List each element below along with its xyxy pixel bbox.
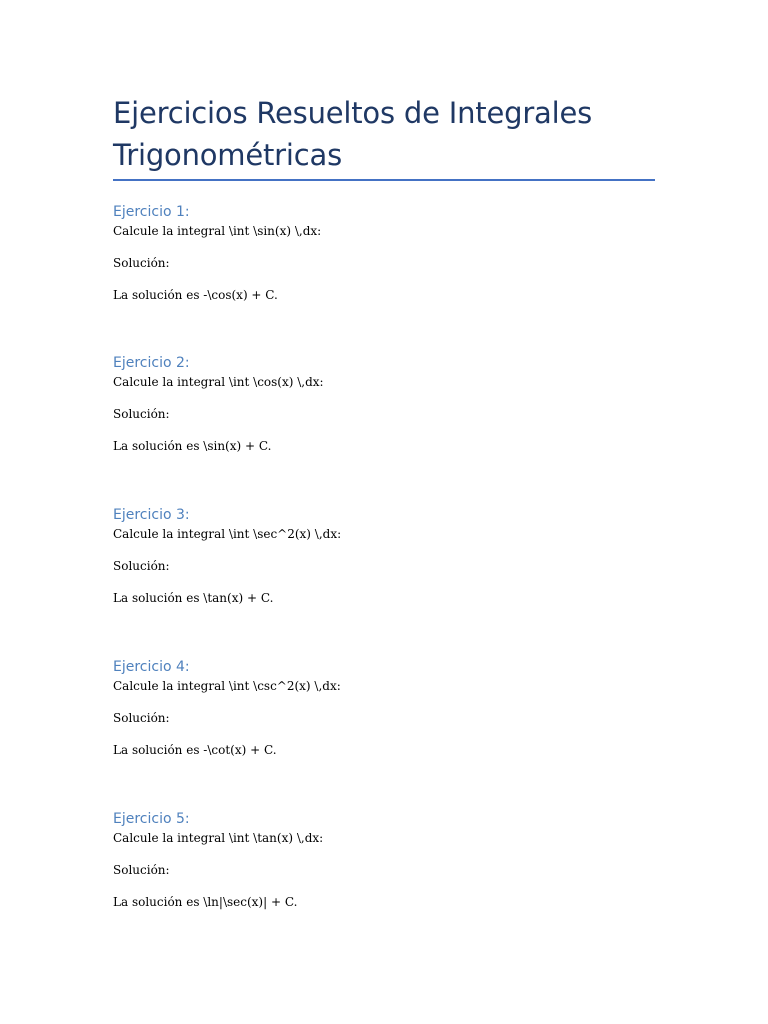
exercise-4 bbox=[113, 658, 655, 758]
exercise-2 bbox=[113, 354, 655, 454]
exercise-heading: Ejercicio 2: bbox=[113, 355, 190, 371]
exercise-5 bbox=[113, 810, 655, 910]
exercise-heading: Ejercicio 5: bbox=[113, 811, 190, 827]
exercise-answer: La solución es \sin(x) + C. bbox=[113, 439, 272, 453]
document-title-line-2: Trigonométricas bbox=[113, 138, 342, 172]
exercise-answer: La solución es \tan(x) + C. bbox=[113, 591, 274, 605]
exercise-solution-label: Solución: bbox=[113, 711, 170, 725]
exercise-question: Calcule la integral \int \sec^2(x) \,dx: bbox=[113, 527, 342, 541]
exercise-solution-label: Solución: bbox=[113, 559, 170, 573]
exercise-3 bbox=[113, 506, 655, 606]
exercise-heading: Ejercicio 4: bbox=[113, 659, 190, 675]
exercise-solution-label: Solución: bbox=[113, 256, 170, 270]
exercise-heading: Ejercicio 1: bbox=[113, 204, 190, 220]
exercise-answer: La solución es -\cos(x) + C. bbox=[113, 288, 278, 302]
exercise-solution-label: Solución: bbox=[113, 863, 170, 877]
exercise-answer: La solución es -\cot(x) + C. bbox=[113, 743, 277, 757]
exercise-answer: La solución es \ln|\sec(x)| + C. bbox=[113, 895, 298, 909]
exercise-question: Calcule la integral \int \csc^2(x) \,dx: bbox=[113, 679, 341, 693]
document-title bbox=[113, 92, 655, 176]
document-page bbox=[113, 92, 655, 181]
exercise-question: Calcule la integral \int \sin(x) \,dx: bbox=[113, 224, 322, 238]
title-underline bbox=[113, 179, 655, 181]
exercise-solution-label: Solución: bbox=[113, 407, 170, 421]
exercise-question: Calcule la integral \int \tan(x) \,dx: bbox=[113, 831, 324, 845]
exercise-1 bbox=[113, 203, 655, 303]
document-title-line-1: Ejercicios Resueltos de Integrales bbox=[113, 96, 593, 130]
exercise-heading: Ejercicio 3: bbox=[113, 507, 190, 523]
exercise-question: Calcule la integral \int \cos(x) \,dx: bbox=[113, 375, 324, 389]
